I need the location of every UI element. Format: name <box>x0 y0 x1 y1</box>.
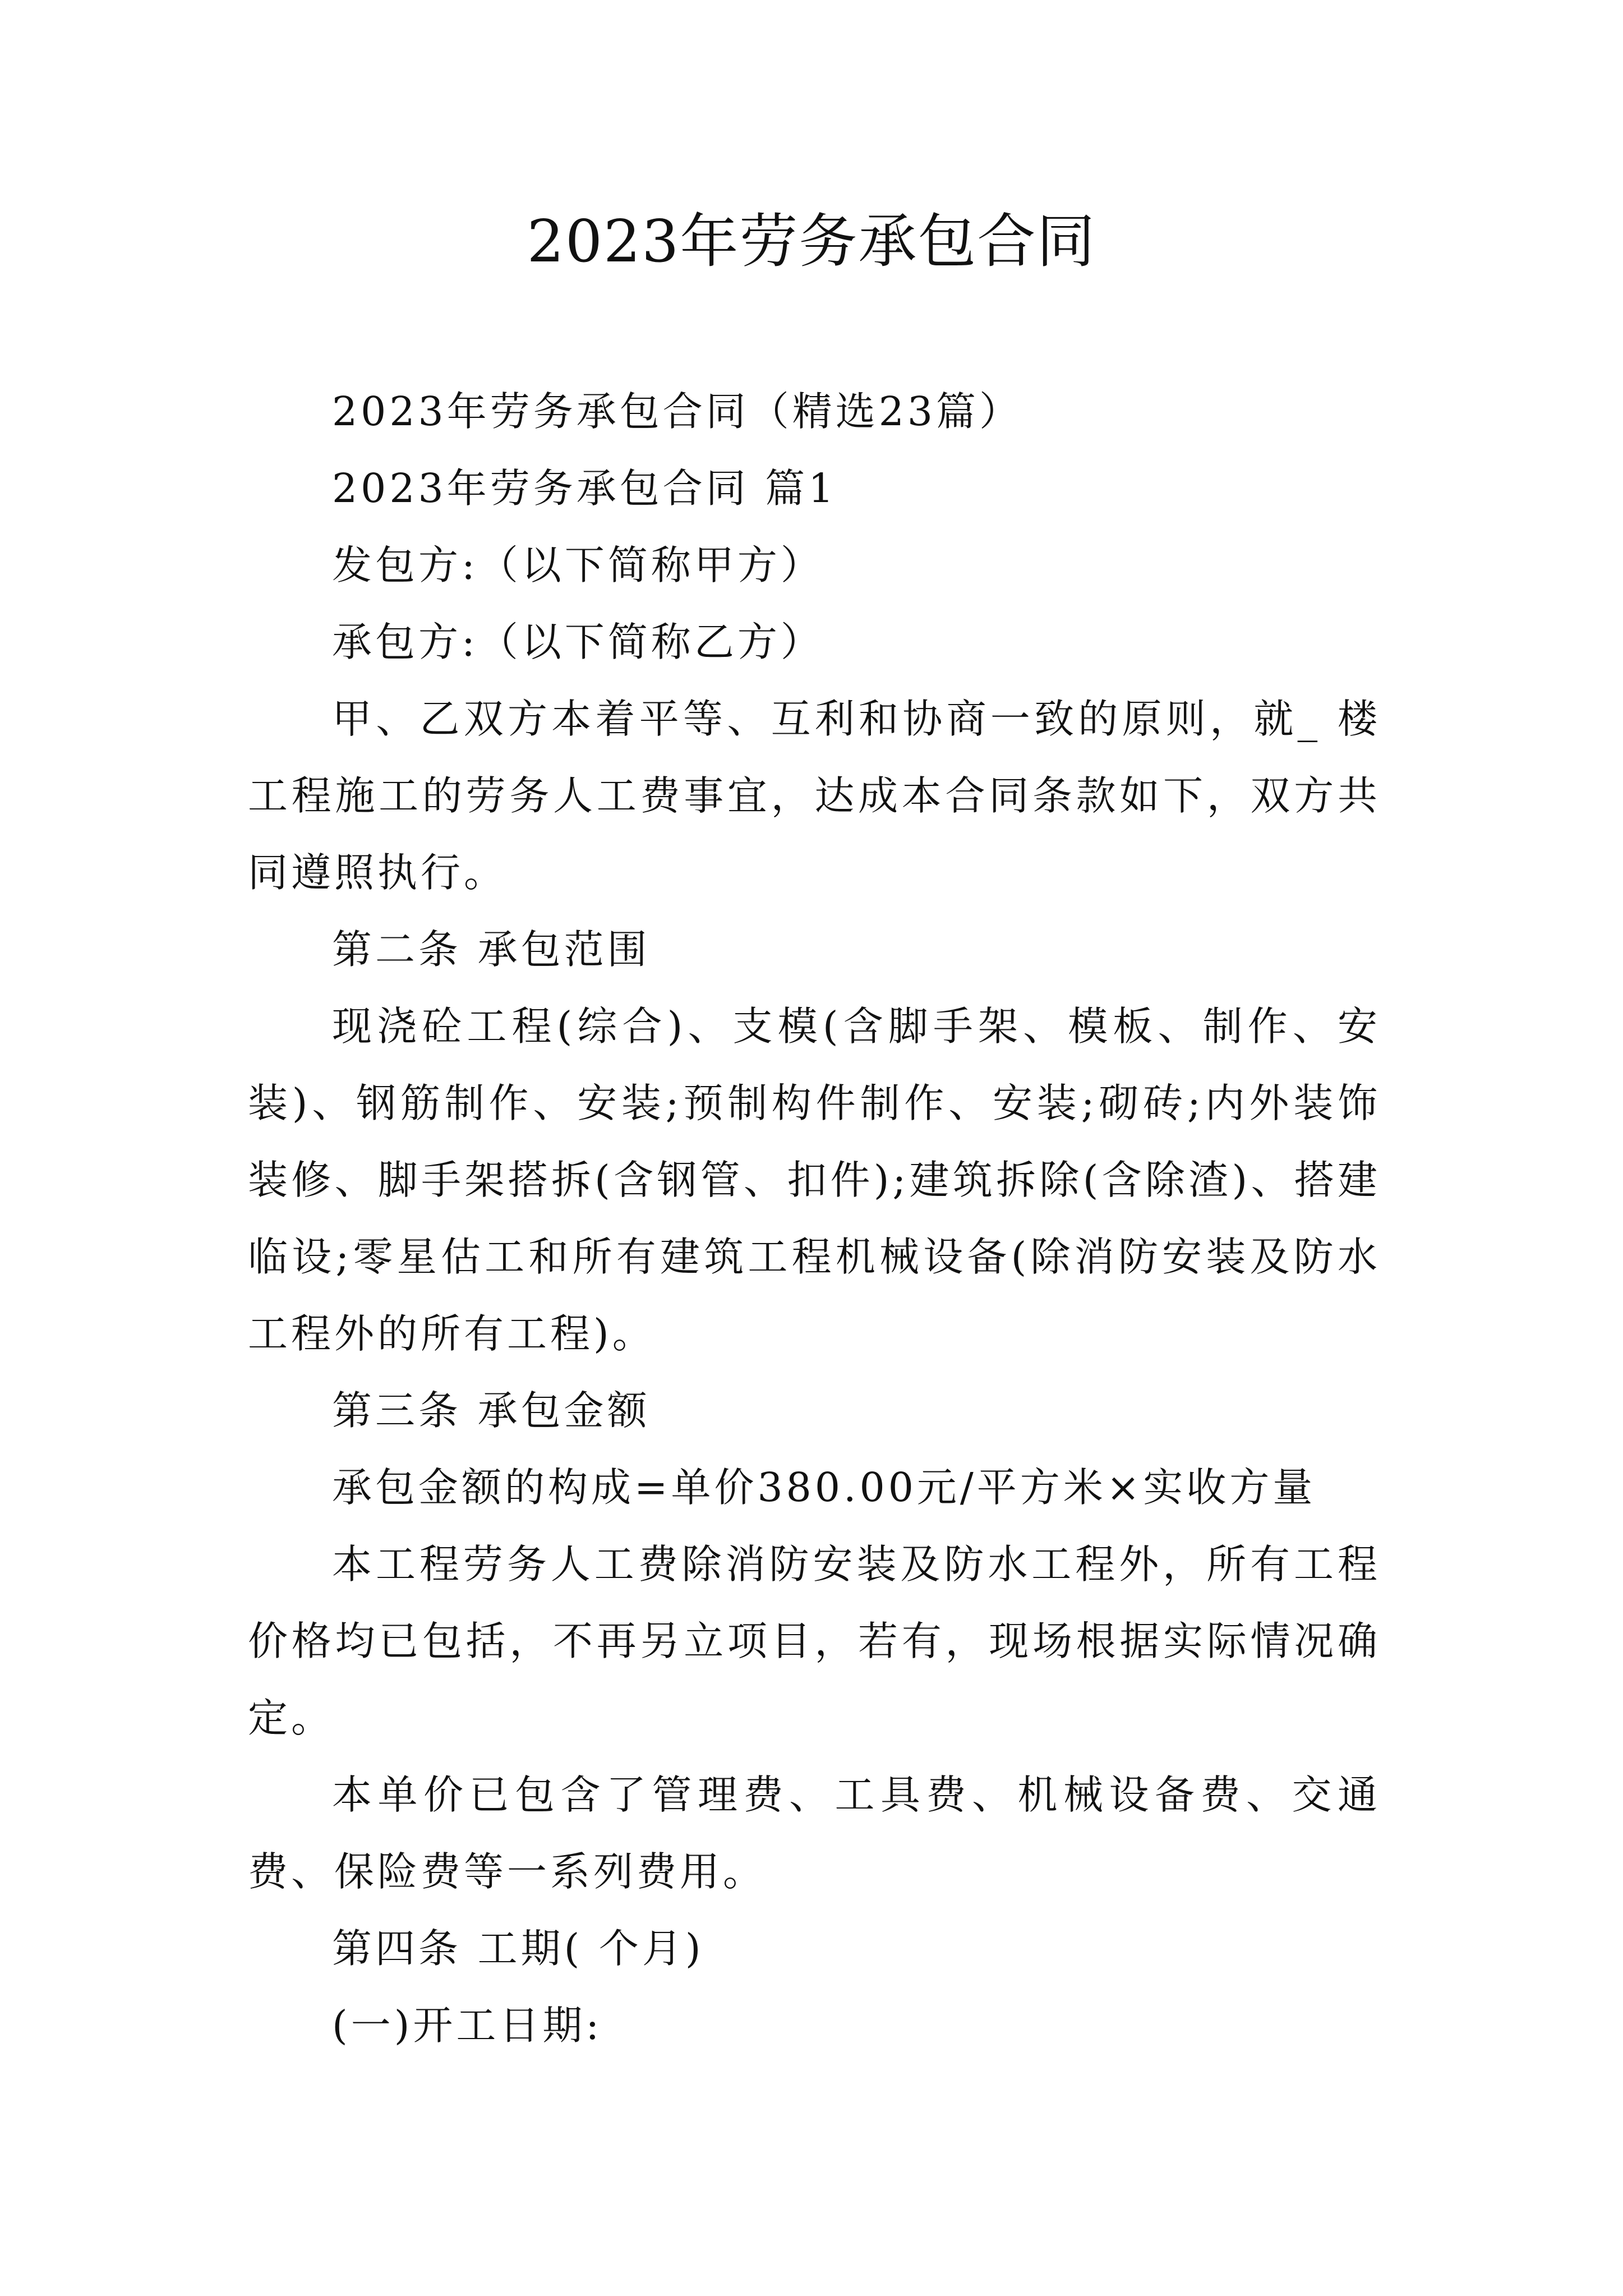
paragraph-party-b: 承包方:（以下简称乙方） <box>332 619 824 665</box>
document-body <box>248 373 1381 2064</box>
paragraph-party-a: 发包方:（以下简称甲方） <box>332 542 824 588</box>
paragraph-subtitle: 2023年劳务承包合同（精选23篇） <box>332 388 1023 435</box>
paragraph-unit-price-fees: 本单价已包含了管理费、工具费、机械设备费、交通费、保险费等一系列费用。 <box>248 1772 1381 1895</box>
document-title: 2023年劳务承包合同 <box>527 207 1096 275</box>
clause-heading-duration: 第四条 工期( 个月) <box>332 1925 704 1972</box>
paragraph-section-heading: 2023年劳务承包合同 篇1 <box>332 465 837 512</box>
clause-heading-amount: 第三条 承包金额 <box>332 1387 651 1434</box>
paragraph-scope: 现浇砼工程(综合)、支模(含脚手架、模板、制作、安装)、钢筋制作、安装;预制构件制作、安装;砌砖;内外装饰装修、脚手架搭拆(含钢管、扣件);建筑拆除(含除渣)、搭建临设;零星估工和所有建筑工程机械设备(除消防安装及防水工程外的所有工程)。 <box>248 1003 1381 1357</box>
paragraph-start-date: (一)开工日期: <box>332 2002 603 2049</box>
clause-heading-scope: 第二条 承包范围 <box>332 926 651 973</box>
paragraph-preamble: 甲、乙双方本着平等、互利和协商一致的原则，就_ 楼工程施工的劳务人工费事宜，达成本合同条款如下，双方共同遵照执行。 <box>248 696 1381 896</box>
paragraph-amount-formula: 承包金额的构成=单价380.00元/平方米×实收方量 <box>332 1464 1316 1511</box>
paragraph-amount-inclusion: 本工程劳务人工费除消防安装及防水工程外，所有工程价格均已包括，不再另立项目，若有，现场根据实际情况确定。 <box>248 1541 1381 1741</box>
